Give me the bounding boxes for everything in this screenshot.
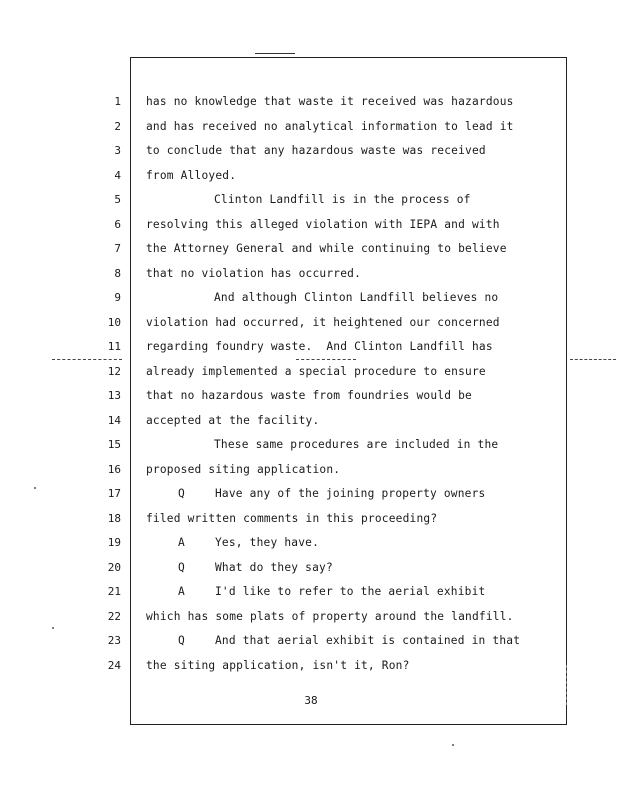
speaker-marker: A — [178, 536, 185, 549]
scan-artifact-line — [570, 359, 616, 360]
line-text: from Alloyed. — [146, 168, 237, 182]
line-number: 2 — [114, 119, 121, 133]
line-text: What do they say? — [215, 560, 333, 574]
scan-artifact-line — [566, 665, 567, 705]
line-number: 14 — [107, 413, 121, 427]
scan-artifact-line — [52, 359, 122, 360]
line-18 — [0, 507, 622, 531]
line-9 — [0, 286, 622, 310]
scan-speck — [52, 627, 54, 629]
line-number: 13 — [107, 389, 121, 402]
line-number: 21 — [107, 585, 121, 598]
line-4 — [0, 164, 622, 188]
line-text: And although Clinton Landfill believes no — [214, 291, 499, 304]
line-text: accepted at the facility. — [146, 413, 320, 427]
line-number: 16 — [107, 462, 121, 476]
line-number: 12 — [107, 364, 121, 378]
line-number: 10 — [107, 315, 121, 329]
line-number: 19 — [107, 536, 121, 549]
speaker-marker: Q — [178, 487, 185, 500]
page-number: 38 — [304, 694, 318, 707]
line-16 — [0, 458, 622, 482]
speaker-marker: A — [178, 585, 185, 598]
line-6 — [0, 213, 622, 237]
line-number: 15 — [107, 438, 121, 451]
line-text: I'd like to refer to the aerial exhibit — [215, 585, 486, 598]
line-number: 7 — [114, 242, 121, 255]
line-text: These same procedures are included in the — [214, 438, 499, 451]
line-text: that no violation has occurred. — [146, 266, 361, 280]
line-number: 20 — [107, 560, 121, 574]
speaker-marker: Q — [178, 634, 185, 647]
line-text: proposed siting application. — [146, 462, 341, 476]
line-10 — [0, 311, 622, 335]
line-7 — [0, 237, 622, 261]
line-text: Yes, they have. — [215, 536, 320, 549]
line-22 — [0, 605, 622, 629]
line-number: 6 — [114, 217, 121, 231]
line-text: resolving this alleged violation with IEPA and with — [146, 217, 500, 231]
line-19 — [0, 531, 622, 555]
line-13 — [0, 384, 622, 408]
line-15 — [0, 433, 622, 457]
line-text: regarding foundry waste. And Clinton Landfill has — [146, 340, 493, 353]
line-text: And that aerial exhibit is contained in that — [215, 634, 521, 647]
line-21 — [0, 580, 622, 604]
line-text: the Attorney General and while continuing to believe — [146, 242, 507, 255]
line-20 — [0, 556, 622, 580]
top-scan-mark — [255, 53, 295, 54]
line-11 — [0, 335, 622, 359]
line-number: 8 — [114, 266, 121, 280]
line-number: 5 — [114, 193, 121, 206]
line-text: that no hazardous waste from foundries would be — [146, 389, 472, 402]
line-text: already implemented a special procedure to ensure — [146, 364, 486, 378]
line-text: filed written comments in this proceeding? — [146, 511, 438, 525]
scan-speck — [452, 744, 454, 746]
line-3 — [0, 139, 622, 163]
line-text: has no knowledge that waste it received was hazardous — [146, 95, 514, 108]
line-text: Have any of the joining property owners — [215, 487, 486, 500]
line-12 — [0, 360, 622, 384]
line-text: which has some plats of property around the landfill. — [146, 609, 514, 623]
line-number: 3 — [114, 144, 121, 157]
scan-speck — [34, 487, 36, 489]
line-2 — [0, 115, 622, 139]
line-5 — [0, 188, 622, 212]
line-text: Clinton Landfill is in the process of — [214, 193, 471, 206]
line-24 — [0, 654, 622, 678]
line-14 — [0, 409, 622, 433]
speaker-marker: Q — [178, 560, 185, 574]
line-number: 18 — [107, 511, 121, 525]
line-text: violation had occurred, it heightened our concerned — [146, 315, 500, 329]
line-number: 22 — [107, 609, 121, 623]
line-8 — [0, 262, 622, 286]
line-text: and has received no analytical information to lead it — [146, 119, 514, 133]
line-number: 24 — [107, 658, 121, 672]
line-number: 9 — [114, 291, 121, 304]
line-text: the siting application, isn't it, Ron? — [146, 658, 410, 672]
line-23 — [0, 629, 622, 653]
line-1 — [0, 90, 622, 114]
line-number: 23 — [107, 634, 121, 647]
scan-artifact-line — [296, 359, 356, 360]
line-17 — [0, 482, 622, 506]
line-number: 17 — [107, 487, 121, 500]
line-number: 4 — [114, 168, 121, 182]
line-number: 1 — [114, 95, 121, 108]
line-number: 11 — [107, 340, 121, 353]
line-text: to conclude that any hazardous waste was received — [146, 144, 486, 157]
